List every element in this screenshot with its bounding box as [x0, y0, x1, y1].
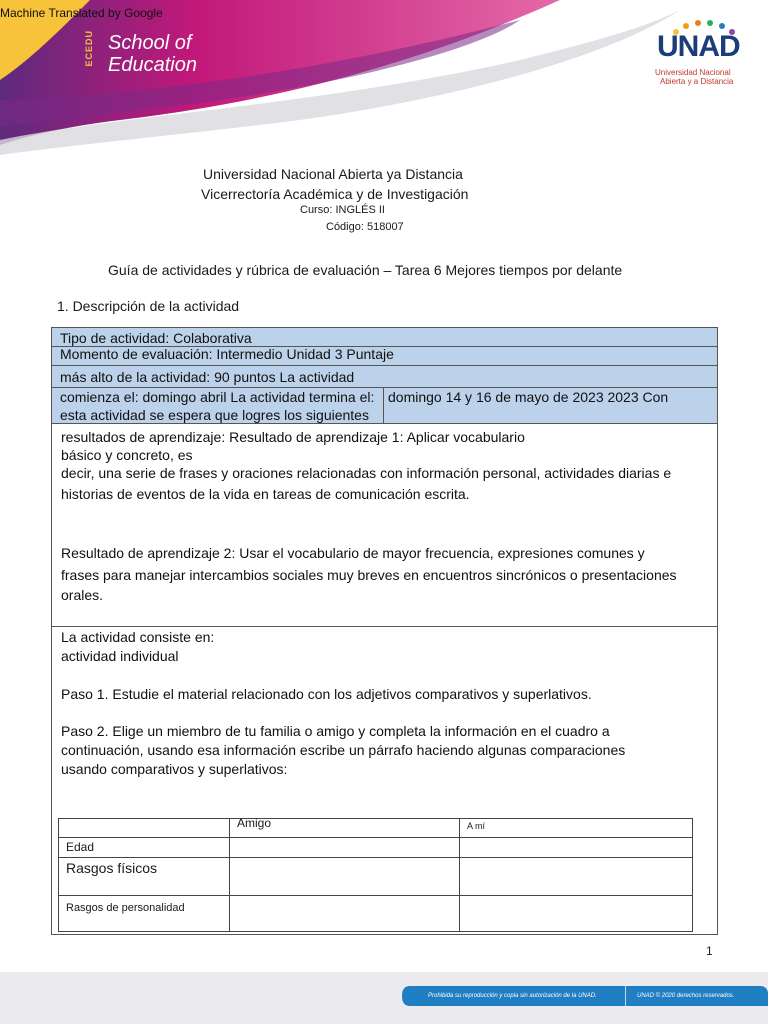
results2-line-2: frases para manejar intercambios sociales muy breves en encuentros sincrónicos o presentaciones: [61, 567, 677, 583]
physical-me-cell[interactable]: [460, 858, 693, 896]
activity-intro: La actividad consiste en:: [61, 629, 215, 645]
footer-copyright: UNAD © 2020 derechos reservados.: [637, 993, 735, 999]
personality-friend-cell[interactable]: [230, 896, 460, 932]
row-personality-label: Rasgos de personalidad: [59, 896, 230, 932]
row-age-label: Edad: [59, 838, 230, 858]
comparison-table: [58, 818, 693, 932]
row-physical-label: Rasgos físicos: [59, 858, 230, 896]
physical-friend-cell[interactable]: [230, 858, 460, 896]
row-dates-right: [383, 387, 718, 424]
row-max-score: [51, 365, 718, 388]
max-score-text: más alto de la actividad: 90 puntos La actividad: [60, 369, 355, 385]
table-row: [59, 858, 693, 896]
step-2-line-1: Paso 2. Elige un miembro de tu familia o amigo y completa la información en el cuadro a: [61, 723, 610, 739]
personality-me-cell[interactable]: [460, 896, 693, 932]
activity-mode: actividad individual: [61, 648, 179, 664]
header-me: A mí: [460, 819, 693, 838]
start-date-text: comienza el: domingo abril La actividad termina el:: [60, 389, 375, 405]
unad-logo-subtitle-2: Abierta y a Distancia: [660, 77, 734, 86]
results2-line-3: orales.: [61, 587, 104, 603]
age-friend-cell[interactable]: [230, 838, 460, 858]
school-line-1: School of: [108, 32, 192, 54]
header-friend: [230, 816, 460, 838]
age-me-cell[interactable]: [460, 838, 693, 858]
table-row: [59, 819, 693, 838]
header-friend-label: Amigo: [237, 816, 272, 830]
activity-cell: [51, 626, 718, 935]
course-name: Curso: INGLÉS II: [300, 204, 385, 216]
row-activity-type: [51, 327, 718, 347]
table-row: [59, 838, 693, 858]
ecedu-label: ECEDU: [84, 30, 94, 67]
step-2-line-3: usando comparativos y superlativos:: [61, 761, 288, 777]
university-name: Universidad Nacional Abierta ya Distancia: [203, 166, 463, 182]
results2-line-1: Resultado de aprendizaje 2: Usar el vocabulario de mayor frecuencia, expresiones comunes y: [61, 545, 645, 561]
header-wave-art: [0, 0, 768, 160]
step-1: Paso 1. Estudie el material relacionado con los adjetivos comparativos y superlativos.: [61, 686, 592, 702]
vice-rectorate: Vicerrectoría Académica y de Investigación: [201, 186, 469, 202]
results-line-4: historias de eventos de la vida en tareas de comunicación escrita.: [61, 486, 470, 502]
step-2-line-2: continuación, usando esa información escribe un párrafo haciendo algunas comparaciones: [61, 742, 626, 758]
course-code: Código: 518007: [326, 221, 404, 233]
activity-type-text: Tipo de actividad: Colaborativa: [60, 330, 252, 346]
header-empty-cell: [59, 819, 230, 838]
results-line-3: decir, una serie de frases y oraciones relacionadas con información personal, actividades diarias e: [61, 465, 672, 481]
results-line-1: resultados de aprendizaje: Resultado de aprendizaje 1: Aplicar vocabulario: [61, 429, 525, 445]
expectation-text: esta actividad se espera que logres los siguientes: [60, 407, 369, 423]
machine-translation-banner: Machine Translated by Google: [0, 6, 163, 20]
row-dates-left: [51, 387, 384, 424]
section-title: 1. Descripción de la actividad: [57, 298, 240, 314]
school-line-2: Education: [108, 54, 197, 76]
footer-notice: Prohibida su reproducción y copia sin autorización de la UNAD.: [428, 993, 597, 999]
unad-logo-wordmark: UNAD: [657, 30, 740, 63]
table-row: [59, 896, 693, 932]
learning-results-cell: [51, 423, 718, 627]
end-date-text: domingo 14 y 16 de mayo de 2023 2023 Con: [388, 389, 669, 405]
row-evaluation-moment: [51, 346, 718, 366]
evaluation-moment-text: Momento de evaluación: Intermedio Unidad 3 Puntaje: [60, 346, 394, 362]
results-line-2: básico y concreto, es: [61, 447, 193, 463]
page-number: 1: [706, 944, 713, 958]
unad-logo-subtitle-1: Universidad Nacional: [655, 68, 731, 77]
guide-title: Guía de actividades y rúbrica de evaluación – Tarea 6 Mejores tiempos por delante: [108, 262, 623, 278]
school-of-education-logo: [108, 32, 197, 76]
